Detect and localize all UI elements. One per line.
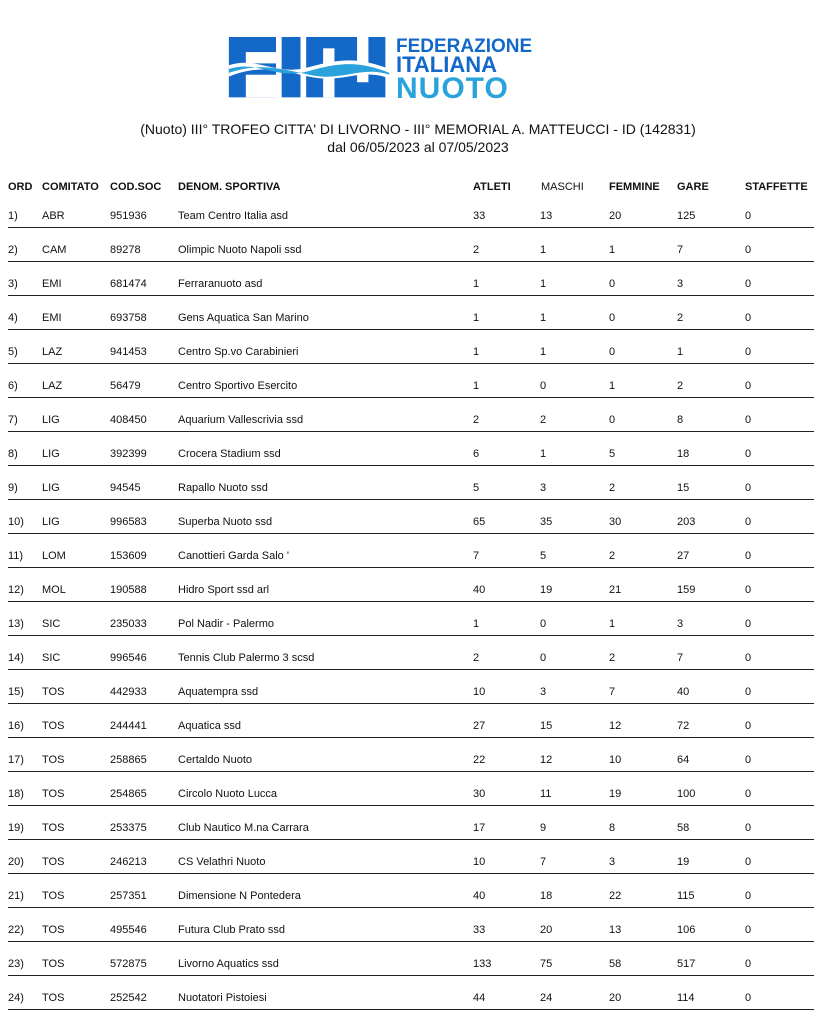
- row-ord: 22): [8, 924, 24, 936]
- row-maschi: 3: [540, 482, 547, 494]
- row-ord: 11): [8, 550, 24, 562]
- row-atleti: 2: [473, 652, 480, 664]
- row-femmine: 13: [609, 924, 622, 936]
- row-staffette: 0: [745, 822, 752, 834]
- row-gare: 72: [677, 720, 690, 732]
- row-gare: 3: [677, 618, 684, 630]
- row-staffette: 0: [745, 482, 752, 494]
- row-gare: 7: [677, 652, 684, 664]
- row-denom: Olimpic Nuoto Napoli ssd: [178, 244, 302, 256]
- row-comitato: SIC: [42, 652, 61, 664]
- row-maschi: 18: [540, 890, 553, 902]
- row-maschi: 12: [540, 754, 553, 766]
- row-maschi: 13: [540, 210, 553, 222]
- table-row: [0, 650, 836, 684]
- row-femmine: 0: [609, 278, 616, 290]
- row-maschi: 24: [540, 992, 553, 1004]
- row-staffette: 0: [745, 890, 752, 902]
- table-row: [0, 956, 836, 990]
- row-comitato: EMI: [42, 312, 62, 324]
- row-divider: [8, 839, 814, 840]
- row-codsoc: 442933: [110, 686, 147, 698]
- row-divider: [8, 363, 814, 364]
- header-maschi: MASCHI: [541, 181, 584, 193]
- row-atleti: 1: [473, 380, 480, 392]
- row-gare: 100: [677, 788, 696, 800]
- table-row: [0, 310, 836, 344]
- row-ord: 18): [8, 788, 24, 800]
- row-atleti: 6: [473, 448, 480, 460]
- table-row: [0, 922, 836, 956]
- row-femmine: 0: [609, 346, 616, 358]
- table-row: [0, 480, 836, 514]
- row-codsoc: 693758: [110, 312, 147, 324]
- row-codsoc: 257351: [110, 890, 147, 902]
- row-atleti: 1: [473, 346, 480, 358]
- row-femmine: 8: [609, 822, 616, 834]
- competition-title: (Nuoto) III° TROFEO CITTA' DI LIVORNO - III° MEMORIAL A. MATTEUCCI - ID (142831): [140, 121, 696, 137]
- row-staffette: 0: [745, 346, 752, 358]
- row-gare: 7: [677, 244, 684, 256]
- row-divider: [8, 873, 814, 874]
- row-ord: 7): [8, 414, 18, 426]
- header-comitato: COMITATO: [42, 181, 99, 193]
- row-divider: [8, 431, 814, 432]
- row-codsoc: 408450: [110, 414, 147, 426]
- table-row: [0, 820, 836, 854]
- row-atleti: 5: [473, 482, 480, 494]
- row-femmine: 1: [609, 380, 616, 392]
- header-atleti: ATLETI: [473, 181, 511, 193]
- row-divider: [8, 941, 814, 942]
- row-staffette: 0: [745, 448, 752, 460]
- row-codsoc: 252542: [110, 992, 147, 1004]
- row-comitato: LAZ: [42, 380, 63, 392]
- table-row: [0, 684, 836, 718]
- row-femmine: 2: [609, 652, 616, 664]
- row-atleti: 17: [473, 822, 486, 834]
- row-gare: 64: [677, 754, 690, 766]
- row-ord: 16): [8, 720, 24, 732]
- row-divider: [8, 533, 814, 534]
- row-atleti: 44: [473, 992, 486, 1004]
- logo-line-nuoto: NUOTO: [396, 72, 509, 105]
- row-atleti: 22: [473, 754, 486, 766]
- row-gare: 203: [677, 516, 696, 528]
- row-divider: [8, 601, 814, 602]
- row-gare: 106: [677, 924, 696, 936]
- row-maschi: 0: [540, 618, 547, 630]
- row-atleti: 33: [473, 924, 486, 936]
- table-row: [0, 276, 836, 310]
- row-divider: [8, 465, 814, 466]
- row-femmine: 3: [609, 856, 616, 868]
- row-ord: 4): [8, 312, 18, 324]
- row-maschi: 1: [540, 244, 547, 256]
- row-ord: 20): [8, 856, 24, 868]
- row-atleti: 10: [473, 686, 486, 698]
- row-denom: Nuotatori Pistoiesi: [178, 992, 267, 1004]
- row-codsoc: 392399: [110, 448, 147, 460]
- row-maschi: 5: [540, 550, 547, 562]
- table-row: [0, 752, 836, 786]
- row-divider: [8, 635, 814, 636]
- row-gare: 27: [677, 550, 690, 562]
- row-maschi: 19: [540, 584, 553, 596]
- header-denom: DENOM. SPORTIVA: [178, 181, 281, 193]
- row-gare: 115: [677, 890, 695, 902]
- row-divider: [8, 907, 814, 908]
- row-femmine: 5: [609, 448, 616, 460]
- row-denom: Aquatica ssd: [178, 720, 241, 732]
- table-row: [0, 412, 836, 446]
- row-femmine: 2: [609, 550, 616, 562]
- row-codsoc: 253375: [110, 822, 147, 834]
- row-staffette: 0: [745, 754, 752, 766]
- row-divider: [8, 329, 814, 330]
- row-ord: 21): [8, 890, 24, 902]
- row-staffette: 0: [745, 856, 752, 868]
- row-denom: Futura Club Prato ssd: [178, 924, 285, 936]
- row-gare: 8: [677, 414, 684, 426]
- row-codsoc: 495546: [110, 924, 147, 936]
- row-denom: Centro Sp.vo Carabinieri: [178, 346, 299, 358]
- row-gare: 40: [677, 686, 690, 698]
- row-gare: 2: [677, 380, 684, 392]
- row-comitato: TOS: [42, 856, 65, 868]
- row-denom: Canottieri Garda Salo ': [178, 550, 289, 562]
- table-row: [0, 854, 836, 888]
- row-gare: 517: [677, 958, 696, 970]
- row-comitato: LOM: [42, 550, 66, 562]
- row-codsoc: 153609: [110, 550, 147, 562]
- row-femmine: 0: [609, 414, 616, 426]
- table-row: [0, 344, 836, 378]
- row-ord: 6): [8, 380, 18, 392]
- row-ord: 24): [8, 992, 24, 1004]
- row-maschi: 1: [540, 346, 547, 358]
- row-comitato: TOS: [42, 992, 65, 1004]
- row-atleti: 7: [473, 550, 480, 562]
- row-gare: 125: [677, 210, 696, 222]
- row-staffette: 0: [745, 924, 752, 936]
- header-codsoc: COD.SOC: [110, 181, 162, 193]
- row-femmine: 21: [609, 584, 622, 596]
- row-gare: 15: [677, 482, 690, 494]
- row-atleti: 1: [473, 618, 480, 630]
- row-divider: [8, 771, 814, 772]
- row-ord: 19): [8, 822, 24, 834]
- row-femmine: 2: [609, 482, 616, 494]
- row-divider: [8, 1009, 814, 1010]
- row-denom: Gens Aquatica San Marino: [178, 312, 309, 324]
- row-atleti: 65: [473, 516, 486, 528]
- row-comitato: TOS: [42, 924, 65, 936]
- table-row: [0, 242, 836, 276]
- row-femmine: 10: [609, 754, 622, 766]
- row-denom: Pol Nadir - Palermo: [178, 618, 274, 630]
- row-comitato: TOS: [42, 822, 65, 834]
- row-ord: 14): [8, 652, 24, 664]
- row-comitato: LAZ: [42, 346, 63, 358]
- row-denom: Ferraranuoto asd: [178, 278, 263, 290]
- row-comitato: TOS: [42, 958, 65, 970]
- row-maschi: 1: [540, 312, 547, 324]
- row-divider: [8, 975, 814, 976]
- row-ord: 9): [8, 482, 18, 494]
- row-denom: Centro Sportivo Esercito: [178, 380, 298, 392]
- row-gare: 18: [677, 448, 690, 460]
- row-maschi: 9: [540, 822, 547, 834]
- row-denom: Certaldo Nuoto: [178, 754, 252, 766]
- row-denom: CS Velathri Nuoto: [178, 856, 266, 868]
- row-staffette: 0: [745, 992, 752, 1004]
- row-maschi: 1: [540, 448, 547, 460]
- row-denom: Crocera Stadium ssd: [178, 448, 281, 460]
- row-denom: Circolo Nuoto Lucca: [178, 788, 278, 800]
- row-codsoc: 951936: [110, 210, 147, 222]
- row-ord: 13): [8, 618, 24, 630]
- row-femmine: 19: [609, 788, 622, 800]
- row-comitato: LIG: [42, 414, 60, 426]
- logo-line-federazione: FEDERAZIONE: [396, 36, 533, 57]
- row-codsoc: 258865: [110, 754, 147, 766]
- header-femmine: FEMMINE: [609, 181, 660, 193]
- table-row: [0, 786, 836, 820]
- row-codsoc: 681474: [110, 278, 147, 290]
- row-comitato: TOS: [42, 720, 65, 732]
- row-codsoc: 94545: [110, 482, 141, 494]
- row-codsoc: 190588: [110, 584, 147, 596]
- row-divider: [8, 737, 814, 738]
- row-staffette: 0: [745, 550, 752, 562]
- row-staffette: 0: [745, 686, 752, 698]
- row-gare: 1: [677, 346, 684, 358]
- row-comitato: LIG: [42, 516, 60, 528]
- row-comitato: LIG: [42, 482, 60, 494]
- row-femmine: 1: [609, 618, 616, 630]
- row-divider: [8, 295, 814, 296]
- row-staffette: 0: [745, 380, 752, 392]
- row-comitato: MOL: [42, 584, 66, 596]
- row-ord: 2): [8, 244, 18, 256]
- row-maschi: 7: [540, 856, 547, 868]
- table-row: [0, 548, 836, 582]
- row-denom: Dimensione N Pontedera: [178, 890, 301, 902]
- row-atleti: 133: [473, 958, 492, 970]
- row-ord: 10): [8, 516, 24, 528]
- row-staffette: 0: [745, 278, 752, 290]
- row-maschi: 75: [540, 958, 553, 970]
- row-codsoc: 56479: [110, 380, 141, 392]
- row-atleti: 2: [473, 244, 480, 256]
- row-divider: [8, 669, 814, 670]
- row-atleti: 30: [473, 788, 486, 800]
- row-maschi: 11: [540, 788, 552, 800]
- row-gare: 114: [677, 992, 695, 1004]
- row-divider: [8, 567, 814, 568]
- row-divider: [8, 805, 814, 806]
- row-comitato: TOS: [42, 788, 65, 800]
- row-femmine: 12: [609, 720, 622, 732]
- row-denom: Superba Nuoto ssd: [178, 516, 273, 528]
- row-atleti: 2: [473, 414, 480, 426]
- row-ord: 12): [8, 584, 24, 596]
- table-row: [0, 616, 836, 650]
- row-ord: 8): [8, 448, 18, 460]
- row-ord: 17): [8, 754, 24, 766]
- fin-logo-mark: [226, 37, 392, 103]
- logo-line-italiana: ITALIANA: [396, 52, 498, 77]
- row-staffette: 0: [745, 516, 752, 528]
- table-row: [0, 514, 836, 548]
- competition-dates: dal 06/05/2023 al 07/05/2023: [327, 139, 509, 155]
- row-maschi: 2: [540, 414, 547, 426]
- row-codsoc: 572875: [110, 958, 147, 970]
- row-atleti: 27: [473, 720, 486, 732]
- row-denom: Livorno Aquatics ssd: [178, 958, 279, 970]
- header-ord: ORD: [8, 181, 33, 193]
- header-staffette: STAFFETTE: [745, 181, 808, 193]
- row-gare: 19: [677, 856, 690, 868]
- header-gare: GARE: [677, 181, 709, 193]
- row-atleti: 10: [473, 856, 486, 868]
- row-femmine: 22: [609, 890, 622, 902]
- row-gare: 2: [677, 312, 684, 324]
- row-comitato: TOS: [42, 754, 65, 766]
- row-denom: Team Centro Italia asd: [178, 210, 289, 222]
- row-ord: 23): [8, 958, 24, 970]
- table-row: [0, 718, 836, 752]
- row-codsoc: 235033: [110, 618, 147, 630]
- table-row: [0, 446, 836, 480]
- row-comitato: CAM: [42, 244, 67, 256]
- row-codsoc: 254865: [110, 788, 147, 800]
- row-maschi: 35: [540, 516, 553, 528]
- row-maschi: 0: [540, 652, 547, 664]
- row-staffette: 0: [745, 618, 752, 630]
- row-comitato: TOS: [42, 890, 65, 902]
- row-staffette: 0: [745, 720, 752, 732]
- row-denom: Rapallo Nuoto ssd: [178, 482, 268, 494]
- row-ord: 5): [8, 346, 18, 358]
- row-codsoc: 941453: [110, 346, 147, 358]
- row-ord: 3): [8, 278, 18, 290]
- row-comitato: ABR: [42, 210, 65, 222]
- row-codsoc: 996546: [110, 652, 147, 664]
- row-atleti: 1: [473, 278, 480, 290]
- row-codsoc: 244441: [110, 720, 147, 732]
- row-divider: [8, 227, 814, 228]
- row-codsoc: 996583: [110, 516, 147, 528]
- row-maschi: 0: [540, 380, 547, 392]
- row-codsoc: 246213: [110, 856, 147, 868]
- table-row: [0, 378, 836, 412]
- row-gare: 159: [677, 584, 696, 596]
- row-ord: 1): [8, 210, 18, 222]
- row-staffette: 0: [745, 788, 752, 800]
- row-denom: Club Nautico M.na Carrara: [178, 822, 309, 834]
- row-maschi: 3: [540, 686, 547, 698]
- row-ord: 15): [8, 686, 24, 698]
- row-maschi: 1: [540, 278, 547, 290]
- row-denom: Aquarium Vallescrivia ssd: [178, 414, 304, 426]
- row-femmine: 20: [609, 210, 622, 222]
- row-gare: 3: [677, 278, 684, 290]
- row-maschi: 20: [540, 924, 553, 936]
- row-divider: [8, 499, 814, 500]
- row-codsoc: 89278: [110, 244, 141, 256]
- row-femmine: 30: [609, 516, 622, 528]
- row-femmine: 1: [609, 244, 616, 256]
- row-atleti: 40: [473, 584, 486, 596]
- row-femmine: 7: [609, 686, 616, 698]
- row-denom: Hidro Sport ssd arl: [178, 584, 270, 596]
- row-staffette: 0: [745, 652, 752, 664]
- row-femmine: 58: [609, 958, 622, 970]
- row-femmine: 0: [609, 312, 616, 324]
- table-row: [0, 582, 836, 616]
- row-denom: Aquatempra ssd: [178, 686, 259, 698]
- row-staffette: 0: [745, 414, 752, 426]
- row-comitato: SIC: [42, 618, 61, 630]
- table-row: [0, 208, 836, 242]
- row-gare: 58: [677, 822, 690, 834]
- table-row: [0, 888, 836, 922]
- row-atleti: 33: [473, 210, 486, 222]
- row-staffette: 0: [745, 210, 752, 222]
- row-staffette: 0: [745, 958, 752, 970]
- row-divider: [8, 397, 814, 398]
- table-header: [0, 181, 836, 197]
- row-atleti: 40: [473, 890, 486, 902]
- row-divider: [8, 261, 814, 262]
- row-denom: Tennis Club Palermo 3 scsd: [178, 652, 315, 664]
- row-femmine: 20: [609, 992, 622, 1004]
- row-comitato: LIG: [42, 448, 60, 460]
- row-staffette: 0: [745, 244, 752, 256]
- row-divider: [8, 703, 814, 704]
- row-atleti: 1: [473, 312, 480, 324]
- table-row: [0, 990, 836, 1024]
- row-staffette: 0: [745, 312, 752, 324]
- row-comitato: TOS: [42, 686, 65, 698]
- row-maschi: 15: [540, 720, 553, 732]
- row-staffette: 0: [745, 584, 752, 596]
- row-comitato: EMI: [42, 278, 62, 290]
